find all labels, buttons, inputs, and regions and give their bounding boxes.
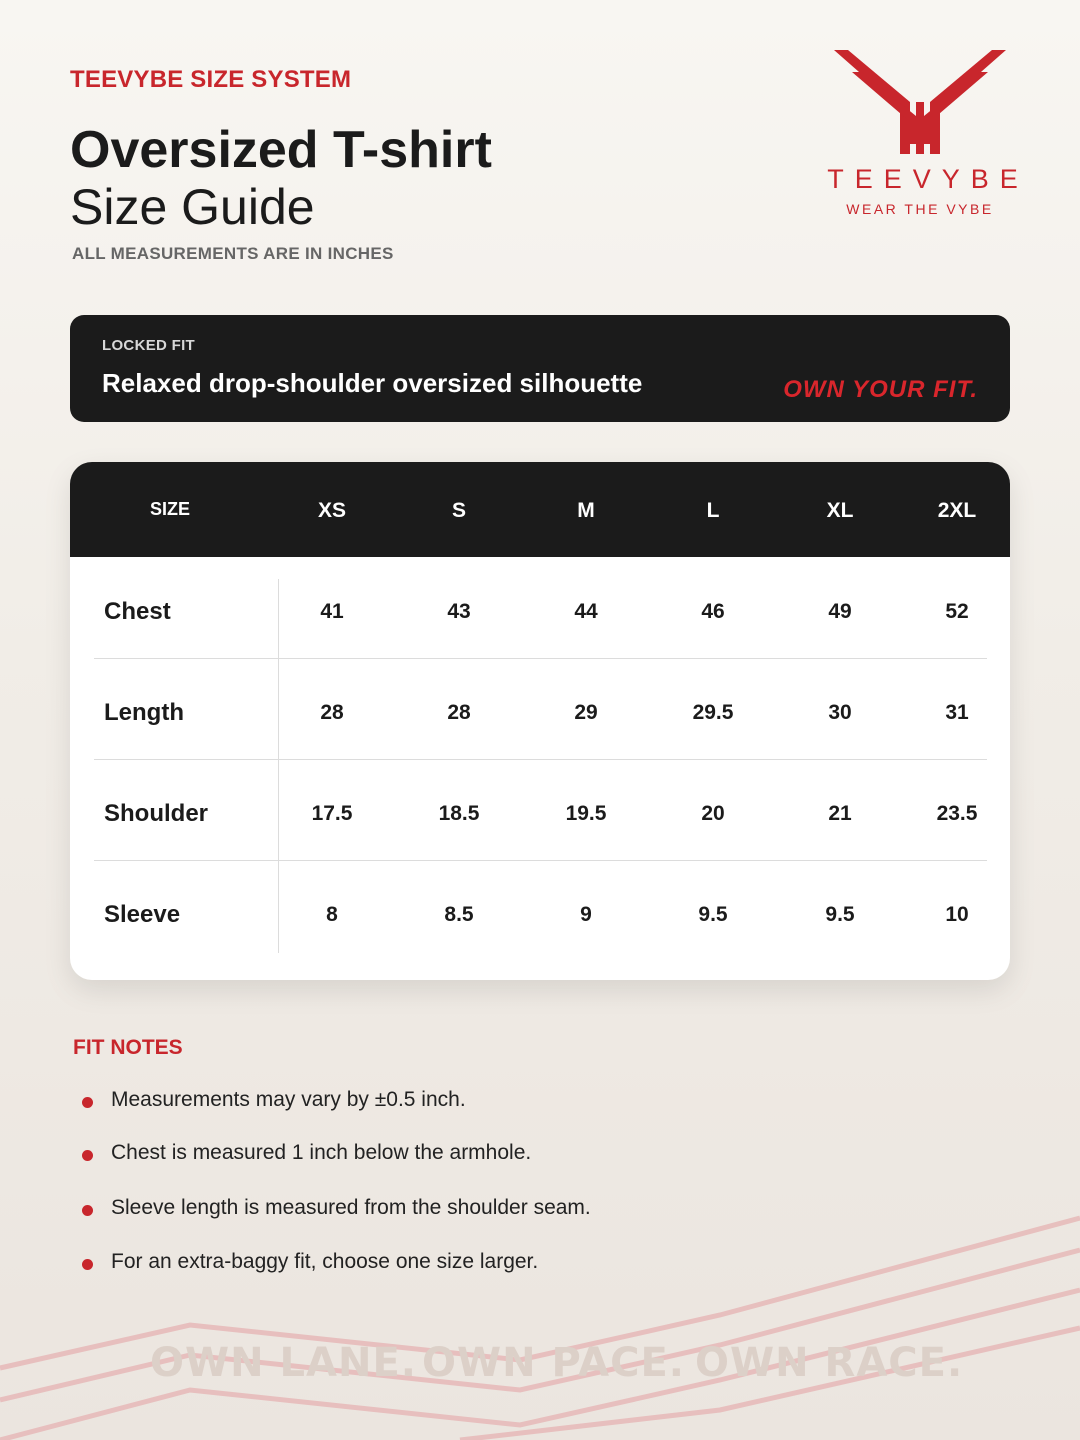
units-note: ALL MEASUREMENTS ARE IN INCHES [72, 244, 394, 263]
row-label: Sleeve [104, 901, 181, 928]
header-size-s: S [451, 499, 466, 522]
header-size-xl: XL [826, 499, 854, 522]
row-label: Shoulder [104, 800, 209, 827]
bullet-dot-icon [82, 1259, 93, 1270]
table-cell: 10 [945, 903, 969, 926]
bullet-dot-icon [82, 1150, 93, 1161]
table-cell: 8 [326, 903, 338, 926]
fit-note-text: Sleeve length is measured from the shoulder seam. [111, 1196, 591, 1219]
brand-logo [800, 44, 1040, 224]
table-cell: 43 [447, 600, 471, 623]
table-cell: 20 [701, 802, 725, 825]
fit-note-text: Chest is measured 1 inch below the armhole. [111, 1141, 532, 1164]
table-cell: 9.5 [825, 903, 855, 926]
table-cell: 9.5 [698, 903, 728, 926]
row-label: Chest [104, 598, 171, 625]
background-stripes [0, 1150, 1080, 1440]
bullet-dot-icon [82, 1097, 93, 1108]
brand-eyebrow: TEEVYBE SIZE SYSTEM [70, 66, 352, 93]
table-cell: 44 [574, 600, 598, 623]
table-cell: 19.5 [565, 802, 607, 825]
table-cell: 28 [447, 701, 471, 724]
logo-tagline: WEAR THE VYBE [846, 201, 994, 217]
table-header [70, 462, 1010, 557]
table-cell: 9 [580, 903, 592, 926]
table-cell: 49 [828, 600, 852, 623]
header-size-m: M [577, 499, 595, 522]
table-cell: 29 [574, 701, 598, 724]
fit-banner [70, 315, 1010, 422]
watermark-text: OWN LANE. [150, 1340, 417, 1386]
header-size-xs: XS [317, 499, 346, 522]
row-label: Length [104, 699, 184, 726]
table-row-length [70, 658, 1010, 759]
header-size-l: L [706, 499, 720, 522]
fit-note-text: Measurements may vary by ±0.5 inch. [111, 1088, 466, 1111]
fit-label: LOCKED FIT [102, 337, 195, 354]
table-cell: 52 [945, 600, 969, 623]
watermark-text: OWN PACE. [422, 1340, 686, 1386]
logo-wordmark: TEEVYBE [827, 164, 1029, 194]
table-cell: 46 [701, 600, 725, 623]
fit-note-text: For an extra-baggy fit, choose one size larger. [111, 1250, 539, 1273]
table-row-sleeve [70, 860, 1010, 961]
bullet-dot-icon [82, 1205, 93, 1216]
table-cell: 30 [828, 701, 852, 724]
table-cell: 17.5 [311, 802, 353, 825]
table-cell: 18.5 [438, 802, 480, 825]
fit-notes-title: FIT NOTES [73, 1036, 183, 1059]
page-title: Oversized T-shirt [70, 121, 492, 179]
table-cell: 8.5 [444, 903, 474, 926]
watermark-text: OWN RACE. [695, 1340, 964, 1386]
table-cell: 29.5 [692, 701, 734, 724]
watermark-slogans [0, 1340, 1080, 1390]
header-size-2xl: 2XL [937, 499, 977, 522]
table-cell: 41 [320, 600, 344, 623]
fit-description: Relaxed drop-shoulder oversized silhouette [102, 368, 643, 398]
table-cell: 21 [828, 802, 852, 825]
table-row-chest [70, 557, 1010, 658]
table-cell: 28 [320, 701, 344, 724]
fit-slogan: OWN YOUR FIT. [783, 376, 978, 403]
logo-mark-icon [830, 44, 1010, 154]
table-cell: 31 [945, 701, 969, 724]
table-cell: 23.5 [936, 802, 978, 825]
page-subtitle: Size Guide [70, 179, 315, 235]
header-size-label: SIZE [149, 499, 190, 519]
table-row-shoulder [70, 759, 1010, 860]
size-table [70, 462, 1010, 980]
